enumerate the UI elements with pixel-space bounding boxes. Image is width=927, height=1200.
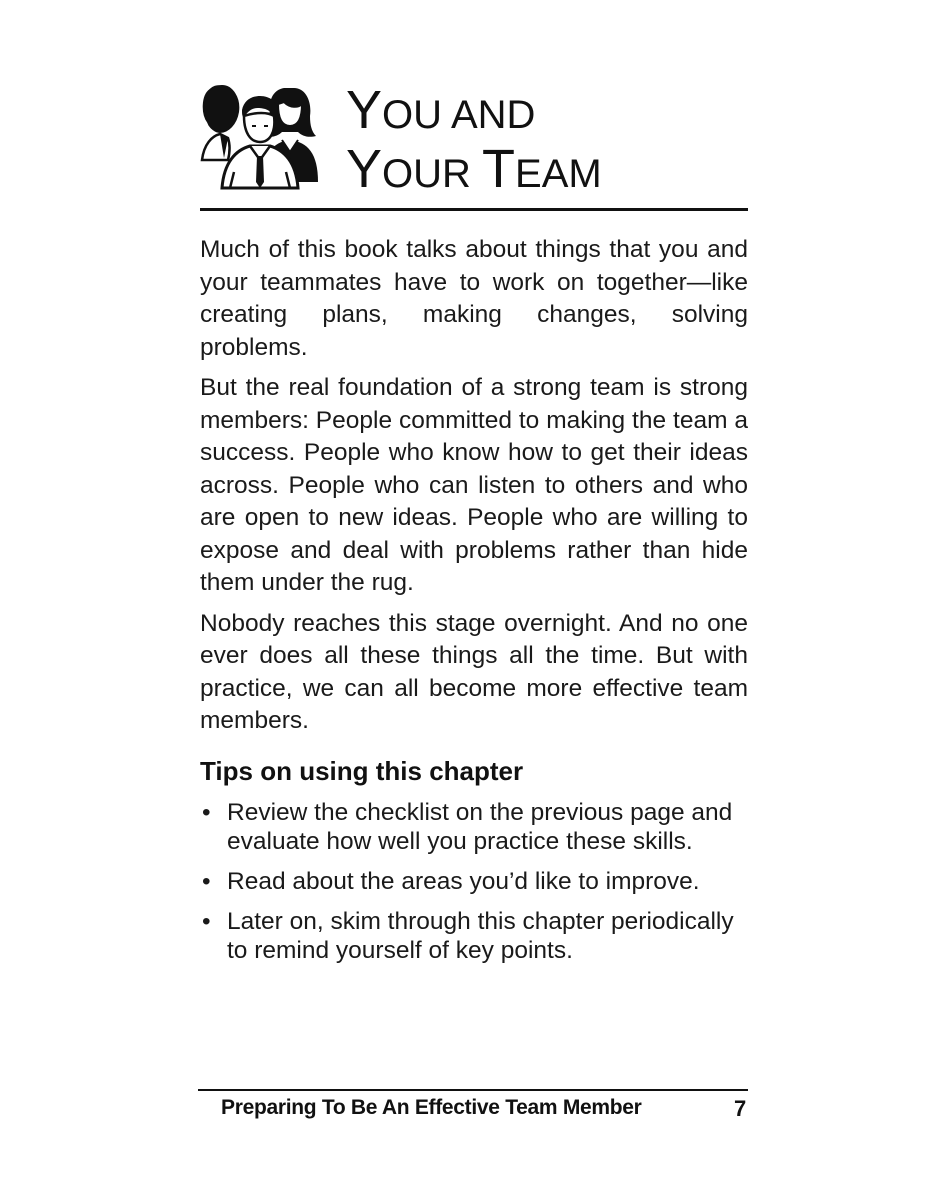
- footer-book-title: Preparing To Be An Effective Team Member: [221, 1096, 642, 1119]
- tips-heading: Tips on using this chapter: [200, 756, 524, 786]
- chapter-title-line-2: YOUR TEAM: [346, 139, 602, 199]
- tips-list: [200, 798, 740, 976]
- header-divider: [200, 208, 748, 211]
- page-number: 7: [734, 1096, 747, 1121]
- chapter-title: [346, 80, 602, 202]
- list-item: [200, 798, 740, 856]
- list-item-text: Review the checklist on the previous page and evaluate how well you practice these skills.: [227, 799, 733, 855]
- chapter-header: [198, 82, 750, 210]
- list-item: [200, 867, 740, 896]
- body-paragraph: Nobody reaches this stage overnight. And no one ever does all these things all the time. But with practice, we can all become more effective team members.: [200, 609, 748, 734]
- chapter-title-line-1: YOU AND: [346, 80, 536, 140]
- list-item-text: Later on, skim through this chapter periodically to remind yourself of key points.: [227, 908, 734, 964]
- bullet-icon: •: [202, 908, 211, 935]
- team-people-icon: [198, 82, 334, 192]
- body-paragraph: Much of this book talks about things that you and your teammates have to work on together—like creating plans, making changes, solving problems.: [200, 236, 748, 361]
- body-text: [200, 234, 748, 746]
- list-item-text: Read about the areas you’d like to improve.: [227, 868, 700, 895]
- body-paragraph: But the real foundation of a strong team is strong members: People committed to making the team a success. People who know how to get their ideas across. People who can listen to others and who are open to new ideas. People who are willing to expose and deal with problems rather than hide them under the rug.: [200, 374, 748, 596]
- list-item: [200, 907, 740, 965]
- footer-divider: [198, 1089, 748, 1091]
- bullet-icon: •: [202, 868, 211, 895]
- bullet-icon: •: [202, 799, 211, 826]
